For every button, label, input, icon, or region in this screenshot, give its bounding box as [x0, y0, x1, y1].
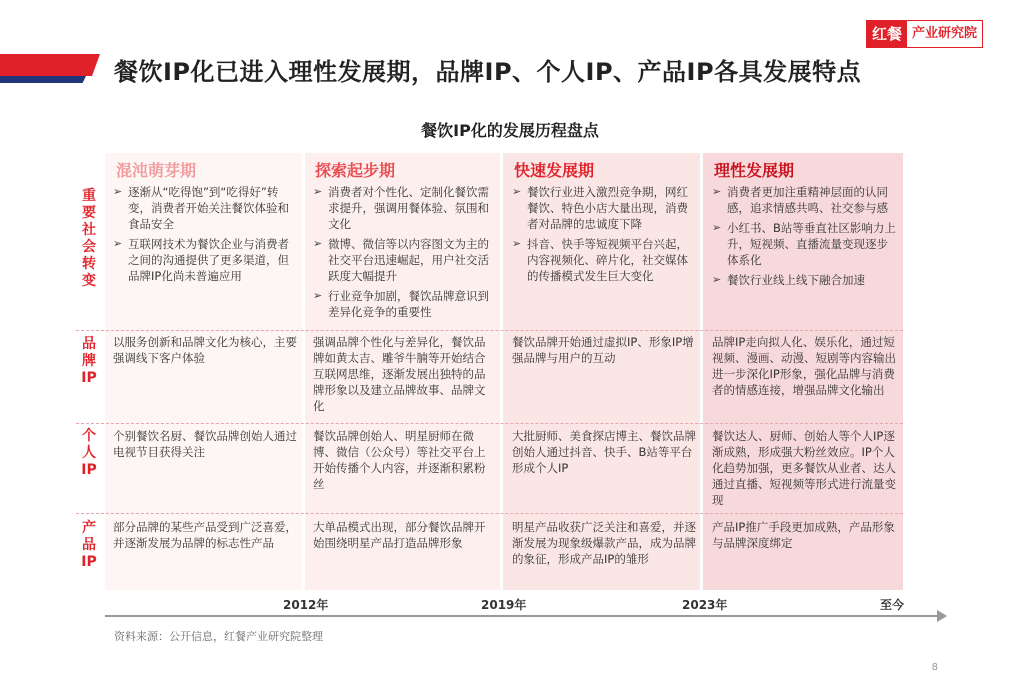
phase-header-2: 探索起步期: [315, 161, 396, 180]
row-label-personal-ip: 个人IP: [81, 428, 97, 478]
row-divider: [76, 513, 903, 514]
logo-text: 产业研究院: [911, 26, 977, 41]
bullet-item: ➢ 餐饮行业进入激烈竞争期，网红餐饮、特色小店大量出现，消费者对品牌的忠诚度下降: [512, 184, 696, 232]
timeline-arrow-icon: [937, 610, 947, 622]
cell-social-change-phase-1: [113, 184, 298, 288]
cell-brand-ip-phase-4: 品牌IP走向拟人化、娱乐化，通过短视频、漫画、动漫、短剧等内容输出进一步深化IP形象，强化品牌与消费者的情感连接，增强品牌文化输出: [712, 335, 896, 397]
title-accent-blue: [0, 76, 86, 83]
row-label-product-ip: 产品IP: [81, 520, 97, 570]
row-divider: [76, 423, 903, 424]
timeline-label-2019: 2019年: [481, 598, 527, 612]
cell-social-change-phase-3: [512, 184, 696, 288]
cell-personal-ip-phase-4: 餐饮达人、厨师、创始人等个人IP逐渐成熟，形成强大粉丝效应。IP个人化趋势加强，更多餐饮从业者、达人通过直播、短视频等形式进行流量变现: [712, 429, 896, 507]
source-note: 资料来源：公开信息，红餐产业研究院整理: [114, 630, 323, 643]
bullet-item: ➢ 行业竞争加剧，餐饮品牌意识到差异化竞争的重要性: [313, 288, 496, 320]
timeline-label-2012: 2012年: [283, 598, 329, 612]
bullet-item: ➢ 消费者更加注重精神层面的认同感，追求情感共鸣、社交参与感: [712, 184, 898, 216]
bullet-item: ➢ 消费者对个性化、定制化餐饮需求提升，强调用餐体验、氛围和文化: [313, 184, 496, 232]
chart-title: 餐饮IP化的发展历程盘点: [421, 121, 599, 140]
phase-header-3: 快速发展期: [514, 161, 595, 180]
bullet-item: ➢ 小红书、B站等垂直社区影响力上升，短视频、直播流量变现逐步体系化: [712, 220, 898, 268]
title-accent-red: [0, 54, 100, 76]
bullet-item: ➢ 抖音、快手等短视频平台兴起，内容视频化、碎片化，社交媒体的传播模式发生巨大变化: [512, 236, 696, 284]
cell-brand-ip-phase-1: 以服务创新和品牌文化为核心，主要强调线下客户体验: [113, 335, 297, 365]
logo-mark: 红餐: [867, 21, 907, 47]
brand-logo: [866, 20, 983, 48]
cell-personal-ip-phase-3: 大批厨师、美食探店博主、餐饮品牌创始人通过抖音、快手、B站等平台形成个人IP: [512, 429, 696, 475]
bullet-item: ➢ 餐饮行业线上线下融合加速: [712, 272, 898, 288]
timeline-label-2023: 2023年: [682, 598, 728, 612]
timeline-axis: [105, 615, 937, 617]
title-accent-bar: [0, 54, 100, 84]
phase-header-4: 理性发展期: [714, 161, 795, 180]
timeline-label-now: 至今: [880, 598, 905, 612]
row-label-social-change: 重要社会转变: [82, 188, 96, 289]
cell-product-ip-phase-4: 产品IP推广手段更加成熟，产品形象与品牌深度绑定: [712, 520, 895, 550]
cell-personal-ip-phase-1: 个别餐饮名厨、餐饮品牌创始人通过电视节目获得关注: [113, 429, 297, 459]
cell-social-change-phase-2: [313, 184, 496, 324]
cell-personal-ip-phase-2: 餐饮品牌创始人、明星厨师在微博、微信（公众号）等社交平台上开始传播个人内容，并逐渐积累粉丝: [313, 429, 486, 491]
page-title: 餐饮IP化已进入理性发展期，品牌IP、个人IP、产品IP各具发展特点: [114, 58, 862, 86]
row-divider: [76, 330, 903, 331]
phase-header-1: 混沌萌芽期: [116, 161, 197, 180]
cell-brand-ip-phase-3: 餐饮品牌开始通过虚拟IP、形象IP增强品牌与用户的互动: [512, 335, 694, 365]
page-number: 8: [931, 662, 938, 673]
cell-product-ip-phase-3: 明星产品收获广泛关注和喜爱，并逐渐发展为现象级爆款产品，成为品牌的象征，形成产品IP的雏形: [512, 520, 696, 566]
cell-brand-ip-phase-2: 强调品牌个性化与差异化，餐饮品牌如黄太吉、雕爷牛腩等开始结合互联网思维，逐渐发展出独特的品牌形象以及建立品牌故事、品牌文化: [313, 335, 486, 413]
bullet-item: ➢ 逐渐从“吃得饱”到“吃得好”转变，消费者开始关注餐饮体验和食品安全: [113, 184, 298, 232]
cell-social-change-phase-4: [712, 184, 898, 292]
bullet-item: ➢ 互联网技术为餐饮企业与消费者之间的沟通提供了更多渠道，但品牌IP化尚未普遍应用: [113, 236, 298, 284]
cell-product-ip-phase-1: 部分品牌的某些产品受到广泛喜爱，并逐渐发展为品牌的标志性产品: [113, 520, 297, 550]
cell-product-ip-phase-2: 大单品模式出现，部分餐饮品牌开始围绕明星产品打造品牌形象: [313, 520, 486, 550]
row-label-brand-ip: 品牌IP: [81, 336, 97, 386]
bullet-item: ➢ 微博、微信等以内容图文为主的社交平台迅速崛起，用户社交活跃度大幅提升: [313, 236, 496, 284]
